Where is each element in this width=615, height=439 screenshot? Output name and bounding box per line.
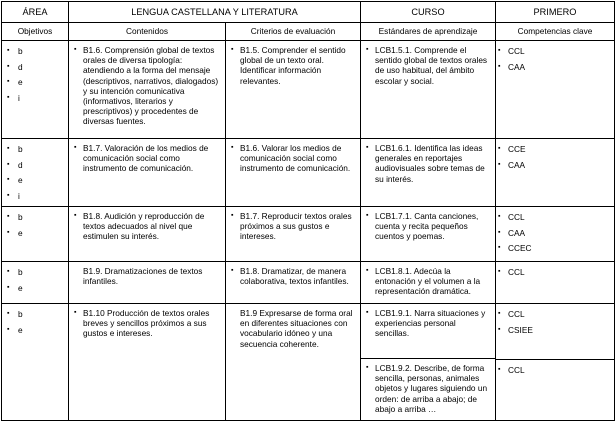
objective-item: ▪ b — [2, 267, 68, 283]
objective-item: ▪ b — [2, 212, 68, 228]
competence-item: ▪ CAA — [496, 160, 614, 176]
criteria-text: ▪ B1.7. Reproducir textos orales próximos a sus gustos e intereses. — [240, 211, 352, 242]
competence-item: ▪ CCL — [496, 46, 614, 62]
curriculum-table — [1, 1, 615, 421]
table-row — [2, 139, 615, 207]
subheader-objectives: Objetivos — [2, 23, 69, 41]
subheader-criteria: Criterios de evaluación — [226, 23, 361, 41]
subheader-standards: Estándares de aprendizaje — [361, 23, 496, 41]
content-cell: ▪ B1.8. Audición y reproducción de textos adecuados al nivel que estimulen su interés. — [69, 207, 226, 262]
content-cell: B1.9. Dramatizaciones de textos infantiles. — [69, 262, 226, 304]
competence-item: ▪ CCL — [496, 267, 614, 283]
objective-item: ▪ i — [2, 93, 68, 109]
competence-item: ▪ CCL — [496, 309, 614, 325]
competence-item: ▪ CSIEE — [496, 325, 614, 341]
criteria-cell — [226, 41, 361, 139]
objective-item: ▪ e — [2, 325, 68, 341]
criteria-text: ▪ B1.5. Comprender el sentido global de un texto oral. — [240, 45, 346, 66]
objectives-cell — [2, 207, 69, 262]
criteria-text: B1.9 Expresarse de forma oral en diferentes situaciones con vocabulario idóneo y una secuencia coherente. — [240, 308, 353, 349]
competences-cell — [496, 41, 615, 139]
competence-item: ▪ CAA — [496, 228, 614, 244]
subheader-row — [2, 23, 615, 41]
content-cell: ▪ B1.7. Valoración de los medios de comunicación social como instrumento de comunicación. — [69, 139, 226, 207]
competence-block — [496, 360, 614, 415]
criteria-cell — [226, 304, 361, 421]
standard-text: ▪ LCB1.9.1. Narra situaciones y experiencias personal sencillas. — [361, 304, 495, 359]
objective-item: ▪ d — [2, 160, 68, 176]
competences-cell — [496, 207, 615, 262]
objectives-cell — [2, 139, 69, 207]
header-subject: LENGUA CASTELLANA Y LITERATURA — [69, 2, 361, 23]
competences-cell — [496, 139, 615, 207]
subheader-contents: Contenidos — [69, 23, 226, 41]
objective-item: ▪ e — [2, 77, 68, 93]
header-course-label: CURSO — [361, 2, 496, 23]
competence-item: ▪ CCEC — [496, 243, 614, 259]
objectives-cell — [2, 262, 69, 304]
table-row — [2, 207, 615, 262]
standard-text: ▪ LCB1.9.2. Describe, de forma sencilla, personas, animales objetos y lugares siguiendo un orden: de arriba a abajo; de abajo a arriba … — [361, 359, 495, 418]
standard-cell: ▪ LCB1.7.1. Canta canciones, cuenta y recita pequeños cuentos y poemas. — [361, 207, 496, 262]
competence-item: ▪ CAA — [496, 62, 614, 78]
table-row — [2, 41, 615, 139]
objective-item: ▪ e — [2, 175, 68, 191]
subheader-competences: Competencias clave — [496, 23, 615, 41]
header-area: ÁREA — [2, 2, 69, 23]
competence-item: ▪ CCL — [496, 212, 614, 228]
objective-item: ▪ b — [2, 309, 68, 325]
content-cell: ▪ B1.6. Comprensión global de textos orales de diversa tipología: atendiendo a la forma del mensaje (descriptivos, narrativos, dialogados) y su intención comunicativa (informativos, literarios y prescriptivos) y procedentes de diversas fuentes. — [69, 41, 226, 139]
header-row — [2, 2, 615, 23]
objective-item: ▪ i — [2, 191, 68, 207]
criteria-text: Identificar información relevantes. — [240, 65, 322, 86]
competences-cell — [496, 262, 615, 304]
standard-cell — [361, 304, 496, 421]
content-cell: ▪ B1.10 Producción de textos orales breves y sencillos próximos a sus gustos e intereses. — [69, 304, 226, 421]
table-row — [2, 304, 615, 421]
table-row — [2, 262, 615, 304]
header-course-value: PRIMERO — [496, 2, 615, 23]
standard-cell: ▪ LCB1.5.1. Comprende el sentido global de textos orales de uso habitual, del ámbito escolar y social. — [361, 41, 496, 139]
standard-cell: ▪ LCB1.8.1. Adecúa la entonación y el volumen a la representación dramática. — [361, 262, 496, 304]
competence-item: ▪ CCE — [496, 144, 614, 160]
standard-cell: ▪ LCB1.6.1. Identifica las ideas generales en reportajes audiovisuales sobre temas de su interés. — [361, 139, 496, 207]
objectives-cell — [2, 304, 69, 421]
competences-cell — [496, 304, 615, 421]
objectives-cell — [2, 41, 69, 139]
competence-item: ▪ CCL — [496, 365, 614, 381]
objective-item: ▪ b — [2, 46, 68, 62]
criteria-cell — [226, 139, 361, 207]
objective-item: ▪ d — [2, 62, 68, 78]
objective-item: ▪ e — [2, 283, 68, 299]
criteria-cell — [226, 207, 361, 262]
criteria-cell — [226, 262, 361, 304]
competence-block — [496, 304, 614, 360]
objective-item: ▪ e — [2, 228, 68, 244]
criteria-text: ▪ B1.8. Dramatizar, de manera colaborativa, textos infantiles. — [240, 266, 349, 287]
objective-item: ▪ b — [2, 144, 68, 160]
criteria-text: ▪ B1.6. Valorar los medios de comunicación social como instrumento de comunicación. — [240, 143, 351, 174]
